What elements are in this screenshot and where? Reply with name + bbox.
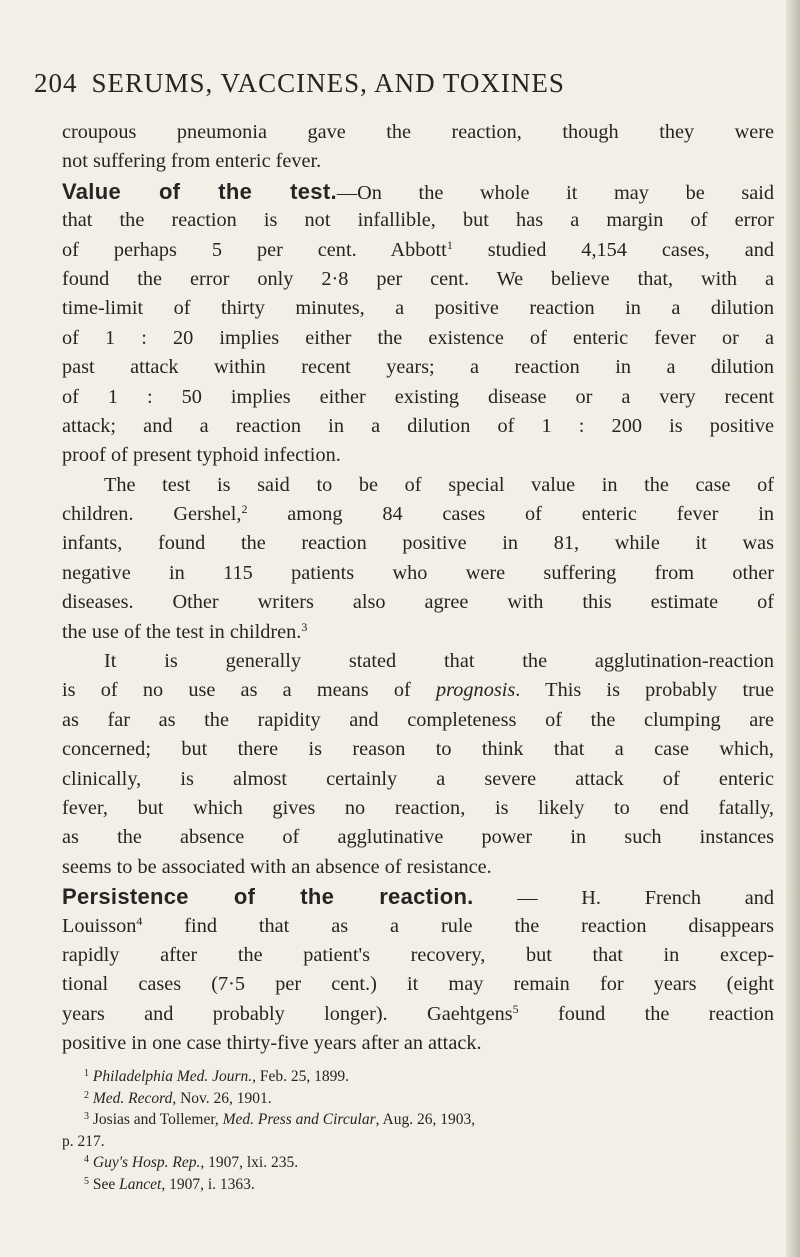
text-line: of perhaps 5 per cent. Abbott$^1$ studied 4,154 cases, and xyxy=(62,237,774,261)
text-line: as far as the rapidity and completeness of the clumping are xyxy=(62,708,774,731)
text-line: time-limit of thirty minutes, a positive reaction in a dilution xyxy=(62,297,774,320)
footnote-ref: 1 xyxy=(446,237,453,252)
footnotes xyxy=(62,1066,774,1196)
footnote-5: $^5$ See Lancet, 1907, i. 1363. xyxy=(84,1175,255,1193)
text-line: fever, but which gives no reaction, is likely to end fatally, xyxy=(62,796,774,819)
footnote-2: $^2$ Med. Record, Nov. 26, 1901. xyxy=(84,1089,272,1107)
text-line: rapidly after the patient's recovery, but that in excep- xyxy=(62,943,774,966)
text-line: children. Gershel,$^2$ among 84 cases of enteric fever in xyxy=(62,502,774,526)
section-heading-line: Persistence of the reaction. — H. French and xyxy=(62,884,774,910)
section-heading-value-of-test: Value of the test. xyxy=(62,178,337,204)
text-line: of 1 : 20 implies either the existence of enteric fever or a xyxy=(62,326,774,349)
text-line: past attack within recent years; a reaction in a dilution xyxy=(62,356,774,379)
footnote-1: $^1$ Philadelphia Med. Journ., Feb. 25, 1899. xyxy=(84,1068,350,1085)
text-line: attack; and a reaction in a dilution of 1 : 200 is positive xyxy=(62,414,774,437)
text-line: clinically, is almost certainly a severe attack of enteric xyxy=(62,767,774,790)
text-line: concerned; but there is reason to think that a case which, xyxy=(62,738,774,761)
text-line: years and probably longer). Gaehtgens$^5$ found the reaction xyxy=(62,1001,774,1025)
text-line: infants, found the reaction positive in 81, while it was xyxy=(62,532,774,555)
page-edge-shadow xyxy=(786,0,800,1257)
text-line: of 1 : 50 implies either existing disease or a very recent xyxy=(62,385,774,408)
text-line: proof of present typhoid infection. xyxy=(62,444,341,467)
footnote-3-continued: p. 217. xyxy=(62,1132,105,1150)
emphasis-prognosis: prognosis xyxy=(436,679,516,702)
body-text xyxy=(62,118,774,1059)
text-line: as the absence of agglutinative power in such instances xyxy=(62,826,774,849)
section-heading-line: Value of the test.—On the whole it may be said xyxy=(62,178,774,204)
footnote-ref: 2 xyxy=(241,502,248,517)
text-line: seems to be associated with an absence of resistance. xyxy=(62,855,492,878)
footnote-ref: 5 xyxy=(512,1001,519,1016)
text-line: It is generally stated that the agglutination-reaction xyxy=(104,650,774,673)
text-line: negative in 115 patients who were suffering from other xyxy=(62,561,774,584)
footnote-4: $^4$ Guy's Hosp. Rep., 1907, lxi. 235. xyxy=(84,1154,299,1172)
text-line: croupous pneumonia gave the reaction, though they were xyxy=(62,121,774,143)
page-number: 204 xyxy=(34,68,78,98)
footnote-3: $^3$ Josias and Tollemer, Med. Press and Circular, Aug. 26, 1903, xyxy=(84,1111,476,1129)
text-line: that the reaction is not infallible, but has a margin of error xyxy=(62,209,774,232)
text-line: the use of the test in children.$^3$ xyxy=(62,619,308,643)
footnote-ref: 3 xyxy=(301,619,308,634)
footnote-ref: 4 xyxy=(136,913,143,928)
text-line: not suffering from enteric fever. xyxy=(62,150,322,173)
text-line: diseases. Other writers also agree with this estimate of xyxy=(62,591,774,614)
text-line: is of no use as a means of prognosis. This is probably true xyxy=(62,679,774,702)
text-line: The test is said to be of special value in the case of xyxy=(104,473,774,496)
text-line: tional cases (7·5 per cent.) it may remain for years (eight xyxy=(62,973,774,996)
running-header xyxy=(34,68,774,99)
running-title: SERUMS, VACCINES, AND TOXINES xyxy=(91,68,565,98)
text-line: Louisson$^4$ find that as a rule the reaction disappears xyxy=(62,913,774,937)
text-line: found the error only 2·8 per cent. We believe that, with a xyxy=(62,267,774,290)
section-heading-persistence: Persistence of the reaction. xyxy=(62,884,474,910)
text-line: positive in one case thirty-five years after an attack. xyxy=(62,1032,482,1055)
